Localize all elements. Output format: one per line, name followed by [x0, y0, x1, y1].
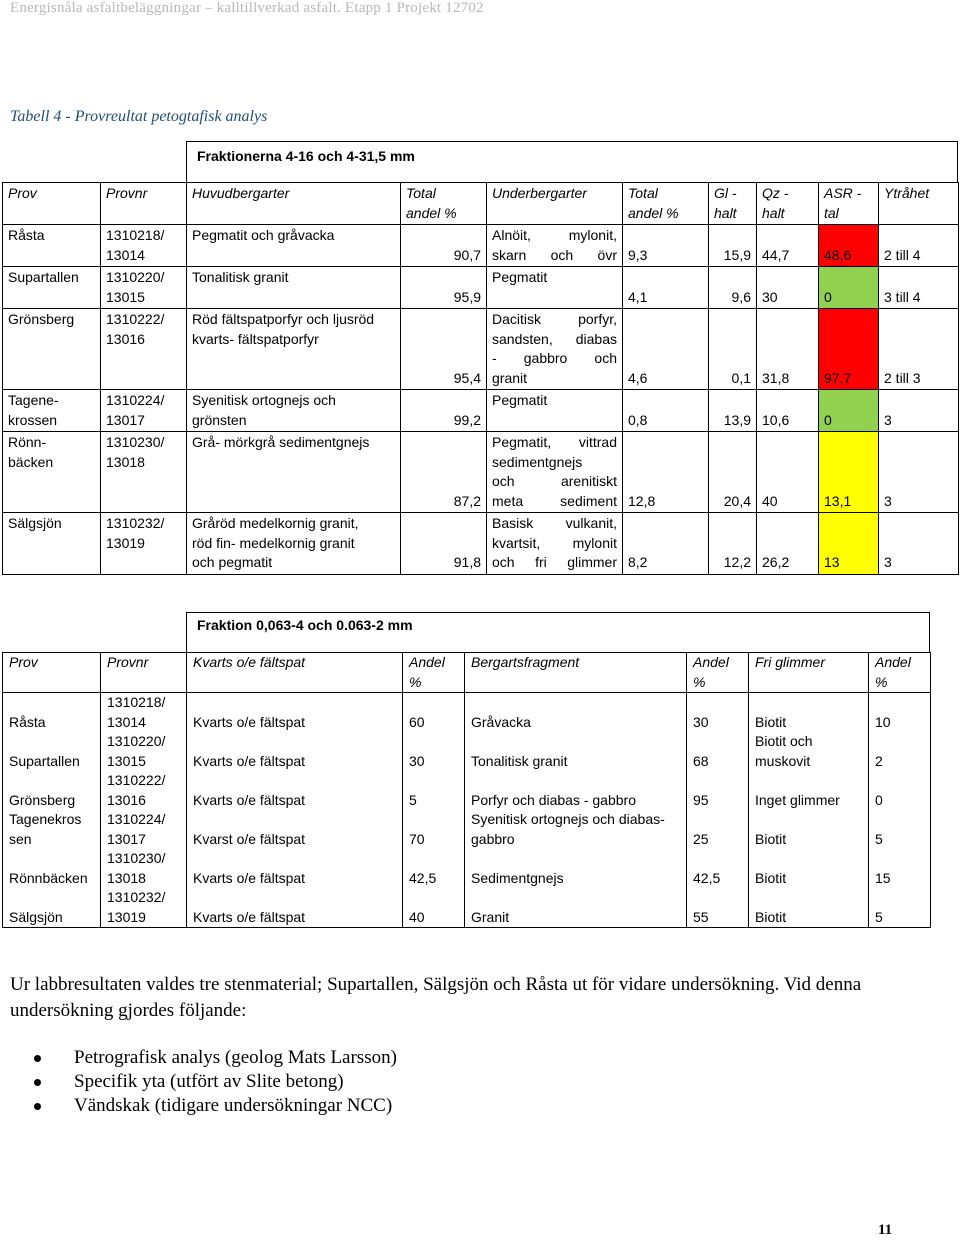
cell-gl-halt: 9,6 — [709, 267, 757, 309]
bullet-item: Vändskak (tidigare undersökningar NCC) — [34, 1094, 397, 1118]
cell-provnr: 1310232/ 13019 — [101, 888, 187, 928]
cell-provnr: 1310230/ 13018 — [101, 849, 187, 888]
cell-andel-1: 42,5 — [403, 849, 465, 888]
table-row — [3, 309, 959, 390]
cell-fri-glimmer: Biotit — [749, 849, 869, 888]
cell-qz-halt: 30 — [757, 267, 819, 309]
header-provnr: Provnr — [101, 183, 187, 225]
cell-prov: Råsta — [3, 225, 101, 267]
header-andel-1: Andel % — [403, 653, 465, 693]
cell-gl-halt: 0,1 — [709, 309, 757, 390]
cell-underbergarter: Pegmatit, vittrad sedimentgnejs och arenitiskt meta sediment — [487, 432, 623, 513]
bullet-item: Petrografisk analys (geolog Mats Larsson) — [34, 1046, 397, 1070]
cell-ytrahet: 2 till 3 — [879, 309, 959, 390]
cell-ytrahet: 3 — [879, 513, 959, 575]
table2-title: Fraktion 0,063-4 och 0.063-2 mm — [186, 612, 930, 652]
cell-andel: 9,3 — [623, 225, 709, 267]
header-asr-tal: ASR - tal — [819, 183, 879, 225]
cell-qz-halt: 10,6 — [757, 390, 819, 432]
cell-huvudbergarter: Tonalitisk granit — [187, 267, 401, 309]
page-number: 11 — [878, 1222, 893, 1238]
cell-andel-1: 70 — [403, 810, 465, 849]
table-row — [3, 810, 931, 849]
cell-bergartsfragment: Tonalitisk granit — [465, 732, 687, 771]
cell-prov: Supartallen — [3, 267, 101, 309]
header-huvudbergarter: Huvudbergarter — [187, 183, 401, 225]
cell-andel-1: 30 — [403, 732, 465, 771]
table-row — [3, 849, 931, 888]
cell-provnr: 1310224/ 13017 — [101, 390, 187, 432]
cell-andel-1: 40 — [403, 888, 465, 928]
cell-bergartsfragment: Gråvacka — [465, 693, 687, 733]
cell-huvudbergarter: Grå- mörkgrå sedimentgnejs — [187, 432, 401, 513]
cell-kvarts: Kvarst o/e fältspat — [187, 810, 403, 849]
cell-provnr: 1310232/ 13019 — [101, 513, 187, 575]
header-kvarts: Kvarts o/e fältspat — [187, 653, 403, 693]
table-row — [3, 693, 931, 733]
table-row — [3, 432, 959, 513]
header-andel-2: Andel % — [687, 653, 749, 693]
header-andel-3: Andel % — [869, 653, 931, 693]
cell-andel: 12,8 — [623, 432, 709, 513]
table-row — [3, 390, 959, 432]
cell-andel-2: 95 — [687, 771, 749, 810]
cell-gl-halt: 13,9 — [709, 390, 757, 432]
cell-huvudbergarter: Pegmatit och gråvacka — [187, 225, 401, 267]
table-row — [3, 267, 959, 309]
cell-andel-2: 55 — [687, 888, 749, 928]
cell-ytrahet: 3 — [879, 390, 959, 432]
cell-provnr: 1310220/ 13015 — [101, 267, 187, 309]
table-caption: Tabell 4 - Provreultat petogtafisk analys — [10, 108, 268, 125]
table-row — [3, 888, 931, 928]
cell-total-andel: 90,7 — [401, 225, 487, 267]
cell-gl-halt: 20,4 — [709, 432, 757, 513]
cell-prov: Råsta — [3, 693, 101, 733]
body-paragraph: Ur labbresultaten valdes tre stenmaterial; Supartallen, Sälgsjön och Råsta ut för vidare undersökning. Vid denna undersökning gjordes följande: — [10, 974, 862, 1021]
cell-asr-tal: 13,1 — [819, 432, 879, 513]
cell-underbergarter: Dacitisk porfyr, sandsten, diabas - gabbro och granit — [487, 309, 623, 390]
header-total-andel-2: Total andel % — [623, 183, 709, 225]
cell-gl-halt: 12,2 — [709, 513, 757, 575]
cell-underbergarter: Pegmatit — [487, 267, 623, 309]
table-row — [3, 771, 931, 810]
table2-header-row — [3, 653, 931, 693]
cell-fri-glimmer: Inget glimmer — [749, 771, 869, 810]
bullet-icon — [34, 1055, 41, 1062]
cell-bergartsfragment: Syenitisk ortognejs och diabas-gabbro — [465, 810, 687, 849]
cell-kvarts: Kvarts o/e fältspat — [187, 771, 403, 810]
header-prov: Prov — [3, 183, 101, 225]
header-gl-halt: Gl - halt — [709, 183, 757, 225]
cell-kvarts: Kvarts o/e fältspat — [187, 849, 403, 888]
header-provnr: Provnr — [101, 653, 187, 693]
cell-total-andel: 87,2 — [401, 432, 487, 513]
cell-andel-2: 30 — [687, 693, 749, 733]
cell-prov: Sälgsjön — [3, 513, 101, 575]
cell-total-andel: 99,2 — [401, 390, 487, 432]
cell-prov: Supartallen — [3, 732, 101, 771]
cell-asr-tal: 13 — [819, 513, 879, 575]
cell-ytrahet: 3 till 4 — [879, 267, 959, 309]
bullet-icon — [34, 1079, 41, 1086]
cell-ytrahet: 2 till 4 — [879, 225, 959, 267]
cell-andel-1: 60 — [403, 693, 465, 733]
header-fri-glimmer: Fri glimmer — [749, 653, 869, 693]
header-qz-halt: Qz - halt — [757, 183, 819, 225]
cell-fri-glimmer: Biotit och muskovit — [749, 732, 869, 771]
cell-asr-tal: 0 — [819, 267, 879, 309]
cell-andel: 0,8 — [623, 390, 709, 432]
cell-provnr: 1310222/ 13016 — [101, 309, 187, 390]
cell-fri-glimmer: Biotit — [749, 888, 869, 928]
cell-andel-2: 68 — [687, 732, 749, 771]
cell-andel-3: 0 — [869, 771, 931, 810]
cell-andel-3: 10 — [869, 693, 931, 733]
page-header: Energisnåla asfaltbeläggningar – kalltillverkad asfalt. Etapp 1 Projekt 12702 — [10, 0, 484, 16]
cell-gl-halt: 15,9 — [709, 225, 757, 267]
cell-prov: Rönn- bäcken — [3, 432, 101, 513]
cell-andel: 4,6 — [623, 309, 709, 390]
table-row — [3, 225, 959, 267]
table-row — [3, 513, 959, 575]
petrographic-table-coarse — [2, 182, 959, 575]
cell-prov: Rönnbäcken — [3, 849, 101, 888]
cell-andel-3: 5 — [869, 888, 931, 928]
cell-provnr: 1310224/ 13017 — [101, 810, 187, 849]
cell-underbergarter: Alnöit, mylonit, skarn och övr — [487, 225, 623, 267]
cell-andel-1: 5 — [403, 771, 465, 810]
cell-ytrahet: 3 — [879, 432, 959, 513]
cell-huvudbergarter: Röd fältspatporfyr och ljusröd kvarts- fältspatporfyr — [187, 309, 401, 390]
cell-andel-2: 42,5 — [687, 849, 749, 888]
cell-bergartsfragment: Granit — [465, 888, 687, 928]
petrographic-table-fine — [2, 652, 931, 928]
bullet-icon — [34, 1103, 41, 1110]
cell-prov: Grönsberg — [3, 771, 101, 810]
cell-kvarts: Kvarts o/e fältspat — [187, 693, 403, 733]
cell-andel-3: 15 — [869, 849, 931, 888]
cell-asr-tal: 97,7 — [819, 309, 879, 390]
table-row — [3, 732, 931, 771]
cell-andel-3: 2 — [869, 732, 931, 771]
bullet-list — [34, 1046, 397, 1118]
cell-total-andel: 95,4 — [401, 309, 487, 390]
cell-total-andel: 95,9 — [401, 267, 487, 309]
cell-andel-3: 5 — [869, 810, 931, 849]
cell-huvudbergarter: Syenitisk ortognejs och grönsten — [187, 390, 401, 432]
cell-fri-glimmer: Biotit — [749, 810, 869, 849]
table1-title: Fraktionerna 4-16 och 4-31,5 mm — [186, 141, 958, 183]
cell-prov: Tagenekros sen — [3, 810, 101, 849]
header-bergartsfragment: Bergartsfragment — [465, 653, 687, 693]
cell-provnr: 1310218/ 13014 — [101, 693, 187, 733]
cell-provnr: 1310222/ 13016 — [101, 771, 187, 810]
cell-provnr: 1310230/ 13018 — [101, 432, 187, 513]
cell-qz-halt: 31,8 — [757, 309, 819, 390]
header-underbergarter: Underbergarter — [487, 183, 623, 225]
table1-header-row — [3, 183, 959, 225]
header-total-andel: Total andel % — [401, 183, 487, 225]
cell-total-andel: 91,8 — [401, 513, 487, 575]
cell-asr-tal: 0 — [819, 390, 879, 432]
cell-underbergarter: Basisk vulkanit, kvartsit, mylonit och fri glimmer — [487, 513, 623, 575]
bullet-item: Specifik yta (utfört av Slite betong) — [34, 1070, 397, 1094]
cell-andel: 8,2 — [623, 513, 709, 575]
cell-provnr: 1310220/ 13015 — [101, 732, 187, 771]
cell-prov: Grönsberg — [3, 309, 101, 390]
cell-kvarts: Kvarts o/e fältspat — [187, 888, 403, 928]
cell-provnr: 1310218/ 13014 — [101, 225, 187, 267]
cell-bergartsfragment: Sedimentgnejs — [465, 849, 687, 888]
cell-fri-glimmer: Biotit — [749, 693, 869, 733]
header-prov: Prov — [3, 653, 101, 693]
header-ytrahet: Ytråhet — [879, 183, 959, 225]
cell-kvarts: Kvarts o/e fältspat — [187, 732, 403, 771]
cell-huvudbergarter: Gråröd medelkornig granit, röd fin- medelkornig granit och pegmatit — [187, 513, 401, 575]
cell-qz-halt: 44,7 — [757, 225, 819, 267]
cell-andel: 4,1 — [623, 267, 709, 309]
cell-qz-halt: 40 — [757, 432, 819, 513]
cell-prov: Tagene- krossen — [3, 390, 101, 432]
cell-qz-halt: 26,2 — [757, 513, 819, 575]
cell-andel-2: 25 — [687, 810, 749, 849]
cell-asr-tal: 48,6 — [819, 225, 879, 267]
cell-bergartsfragment: Porfyr och diabas - gabbro — [465, 771, 687, 810]
cell-prov: Sälgsjön — [3, 888, 101, 928]
cell-underbergarter: Pegmatit — [487, 390, 623, 432]
